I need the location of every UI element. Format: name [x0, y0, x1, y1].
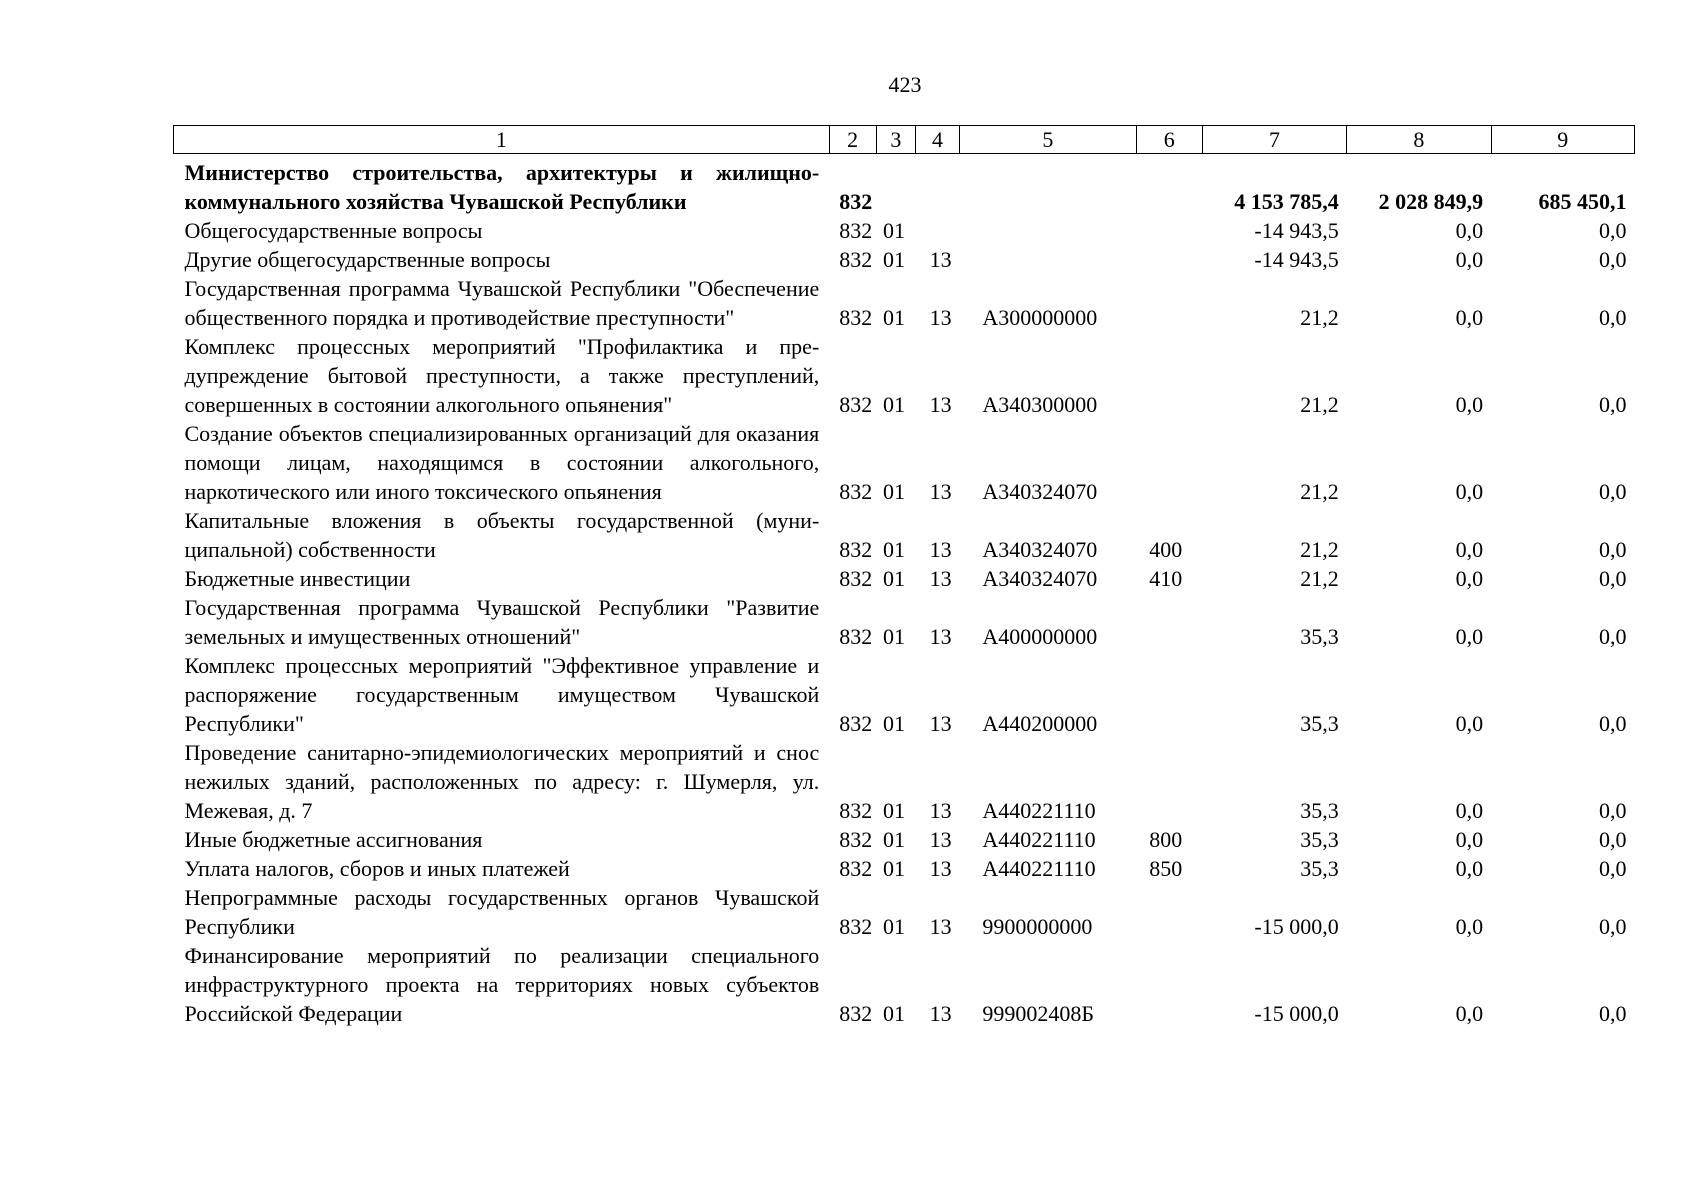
column-header: 5 — [959, 126, 1136, 154]
table-row — [174, 825, 1635, 854]
section-code: 01 — [883, 914, 906, 939]
amount-col-7: 4 153 785,4 — [1234, 189, 1339, 214]
expense-type-code — [1136, 274, 1202, 332]
target-article-code: А440221110 — [982, 798, 1096, 823]
target-article-code — [959, 216, 1136, 245]
amount-col-9: 0,0 — [1599, 798, 1627, 823]
row-name: Государственная программа Чувашской Республики "Развитие земельных и имущественных отношений" — [184, 595, 820, 649]
amount-col-7: 21,2 — [1300, 537, 1339, 562]
table-row — [174, 419, 1635, 506]
amount-col-9: 0,0 — [1599, 218, 1627, 243]
target-article-code: А440221110 — [982, 827, 1096, 852]
target-article-code: А340324070 — [982, 566, 1098, 591]
amount-col-9: 0,0 — [1599, 624, 1627, 649]
amount-col-9: 0,0 — [1599, 247, 1627, 272]
row-name: Капитальные вложения в объекты государственной (муниципальной) собственности — [184, 508, 820, 562]
column-number-header — [174, 126, 1635, 154]
target-article-code: А400000000 — [982, 624, 1098, 649]
amount-col-8: 0,0 — [1455, 537, 1484, 562]
table-row — [174, 506, 1635, 564]
amount-col-8: 0,0 — [1455, 247, 1484, 272]
row-name: Общегосударственные вопросы — [184, 218, 483, 243]
subsection-code: 13 — [929, 914, 952, 939]
ved-code: 832 — [839, 827, 873, 852]
section-code — [876, 154, 916, 217]
page-number: 423 — [888, 72, 922, 97]
amount-col-7: 21,2 — [1300, 305, 1339, 330]
amount-col-9: 0,0 — [1599, 827, 1627, 852]
expense-type-code: 410 — [1149, 566, 1183, 591]
row-name: Проведение санитарно-эпидемиологических мероприятий и снос нежилых зданий, расположенных по адресу: г. Шумерля, ул. Межевая, д. 7 — [184, 740, 820, 823]
subsection-code — [916, 216, 960, 245]
column-header: 8 — [1347, 126, 1491, 154]
section-code: 01 — [883, 1001, 906, 1026]
column-header: 6 — [1136, 126, 1202, 154]
amount-col-8: 0,0 — [1455, 914, 1484, 939]
amount-col-8: 0,0 — [1455, 1001, 1484, 1026]
table-row — [174, 154, 1635, 217]
ved-code: 832 — [839, 189, 873, 214]
expense-type-code — [1136, 593, 1202, 651]
expense-type-code — [1136, 941, 1202, 1028]
subsection-code — [916, 154, 960, 217]
subsection-code: 13 — [929, 305, 952, 330]
row-name: Уплата налогов, сборов и иных платежей — [184, 856, 570, 881]
target-article-code: А440221110 — [982, 856, 1096, 881]
expense-type-code: 850 — [1149, 856, 1183, 881]
amount-col-7: -15 000,0 — [1254, 1001, 1339, 1026]
amount-col-8: 2 028 849,9 — [1378, 189, 1484, 214]
amount-col-9: 0,0 — [1599, 305, 1627, 330]
amount-col-7: 35,3 — [1300, 711, 1339, 736]
table-row — [174, 941, 1635, 1028]
ved-code: 832 — [839, 624, 873, 649]
amount-col-8: 0,0 — [1455, 856, 1484, 881]
row-name: Государственная программа Чувашской Республики "Обеспечение общественного порядка и противодействие преступности" — [184, 276, 820, 330]
expense-type-code — [1136, 419, 1202, 506]
budget-table — [173, 125, 1635, 1028]
target-article-code — [959, 245, 1136, 274]
amount-col-7: -14 943,5 — [1254, 247, 1339, 272]
subsection-code: 13 — [929, 392, 952, 417]
table-row — [174, 245, 1635, 274]
amount-col-9: 0,0 — [1599, 566, 1627, 591]
subsection-code: 13 — [929, 798, 952, 823]
amount-col-8: 0,0 — [1455, 624, 1484, 649]
expense-type-code — [1136, 883, 1202, 941]
target-article-code: А300000000 — [982, 305, 1098, 330]
amount-col-8: 0,0 — [1455, 218, 1484, 243]
table-row — [174, 593, 1635, 651]
expense-type-code — [1136, 738, 1202, 825]
ved-code: 832 — [839, 392, 873, 417]
section-code: 01 — [883, 537, 906, 562]
target-article-code: А340324070 — [982, 537, 1098, 562]
amount-col-8: 0,0 — [1455, 711, 1484, 736]
expense-type-code: 800 — [1149, 827, 1183, 852]
expense-type-code — [1136, 154, 1202, 217]
ved-code: 832 — [839, 856, 873, 881]
column-header: 7 — [1202, 126, 1346, 154]
amount-col-7: 35,3 — [1300, 798, 1339, 823]
expense-type-code — [1136, 216, 1202, 245]
amount-col-8: 0,0 — [1455, 827, 1484, 852]
amount-col-9: 0,0 — [1599, 392, 1627, 417]
table-body — [174, 154, 1635, 1029]
section-code: 01 — [883, 305, 906, 330]
amount-col-8: 0,0 — [1455, 798, 1484, 823]
table-row — [174, 738, 1635, 825]
amount-col-9: 0,0 — [1599, 711, 1627, 736]
subsection-code: 13 — [929, 624, 952, 649]
amount-col-7: 35,3 — [1300, 827, 1339, 852]
ved-code: 832 — [839, 305, 873, 330]
section-code: 01 — [883, 392, 906, 417]
expense-type-code — [1136, 245, 1202, 274]
table-row — [174, 332, 1635, 419]
amount-col-7: 35,3 — [1300, 624, 1339, 649]
ved-code: 832 — [839, 479, 873, 504]
amount-col-9: 0,0 — [1599, 537, 1627, 562]
table-row — [174, 274, 1635, 332]
amount-col-7: 21,2 — [1300, 392, 1339, 417]
section-code: 01 — [883, 218, 906, 243]
target-article-code: 9900000000 — [982, 914, 1093, 939]
row-name: Иные бюджетные ассигнования — [184, 827, 483, 852]
subsection-code: 13 — [929, 1001, 952, 1026]
amount-col-9: 0,0 — [1599, 1001, 1627, 1026]
expense-type-code — [1136, 651, 1202, 738]
column-header: 3 — [876, 126, 916, 154]
ved-code: 832 — [839, 1001, 873, 1026]
subsection-code: 13 — [929, 566, 952, 591]
section-code: 01 — [883, 856, 906, 881]
table-row — [174, 216, 1635, 245]
column-header: 4 — [916, 126, 960, 154]
target-article-code: 999002408Б — [982, 1001, 1095, 1026]
row-name: Комплекс процессных мероприятий "Профилактика и предупреждение бытовой преступности, а также преступлений, совершенных в состоянии алкогольного опьянения" — [184, 334, 820, 417]
ved-code: 832 — [839, 247, 873, 272]
subsection-code: 13 — [929, 856, 952, 881]
ved-code: 832 — [839, 218, 873, 243]
amount-col-7: 21,2 — [1300, 479, 1339, 504]
amount-col-8: 0,0 — [1455, 479, 1484, 504]
section-code: 01 — [883, 247, 906, 272]
amount-col-8: 0,0 — [1455, 392, 1484, 417]
row-name: Финансирование мероприятий по реализации специального инфраструктурного проекта на территориях новых субъектов Российской Федерации — [184, 943, 820, 1026]
target-article-code — [959, 154, 1136, 217]
amount-col-9: 0,0 — [1599, 914, 1627, 939]
amount-col-7: 21,2 — [1300, 566, 1339, 591]
amount-col-9: 685 450,1 — [1538, 189, 1627, 214]
row-name: Бюджетные инвестиции — [184, 566, 411, 591]
target-article-code: А340300000 — [982, 392, 1098, 417]
amount-col-9: 0,0 — [1599, 856, 1627, 881]
section-code: 01 — [883, 711, 906, 736]
row-name: Министерство строительства, архитектуры и жилищно-коммунального хозяйства Чувашской Республики — [184, 160, 820, 214]
ved-code: 832 — [839, 537, 873, 562]
target-article-code: А340324070 — [982, 479, 1098, 504]
subsection-code: 13 — [929, 827, 952, 852]
ved-code: 832 — [839, 711, 873, 736]
expense-type-code — [1136, 332, 1202, 419]
amount-col-8: 0,0 — [1455, 566, 1484, 591]
ved-code: 832 — [839, 798, 873, 823]
row-name: Другие общегосударственные вопросы — [184, 247, 551, 272]
amount-col-7: -14 943,5 — [1254, 218, 1339, 243]
section-code: 01 — [883, 798, 906, 823]
expense-type-code: 400 — [1149, 537, 1183, 562]
amount-col-7: 35,3 — [1300, 856, 1339, 881]
row-name: Непрограммные расходы государственных органов Чувашской Республики — [184, 885, 820, 939]
column-header: 9 — [1491, 126, 1634, 154]
target-article-code: А440200000 — [982, 711, 1098, 736]
section-code: 01 — [883, 479, 906, 504]
column-header: 2 — [829, 126, 876, 154]
subsection-code: 13 — [929, 711, 952, 736]
section-code: 01 — [883, 827, 906, 852]
section-code: 01 — [883, 624, 906, 649]
row-name: Комплекс процессных мероприятий "Эффективное управление и распоряжение государственным имуществом Чувашской Республики" — [184, 653, 820, 736]
amount-col-9: 0,0 — [1599, 479, 1627, 504]
row-name: Создание объектов специализированных организаций для оказания помощи лицам, находящимся в состоянии алкогольного, наркотического или иного токсического опьянения — [184, 421, 820, 504]
table-row — [174, 854, 1635, 883]
subsection-code: 13 — [929, 247, 952, 272]
subsection-code: 13 — [929, 479, 952, 504]
amount-col-8: 0,0 — [1455, 305, 1484, 330]
subsection-code: 13 — [929, 537, 952, 562]
ved-code: 832 — [839, 914, 873, 939]
amount-col-7: -15 000,0 — [1254, 914, 1339, 939]
table-row — [174, 883, 1635, 941]
ved-code: 832 — [839, 566, 873, 591]
section-code: 01 — [883, 566, 906, 591]
column-header: 1 — [174, 126, 830, 154]
table-row — [174, 651, 1635, 738]
table-row — [174, 564, 1635, 593]
